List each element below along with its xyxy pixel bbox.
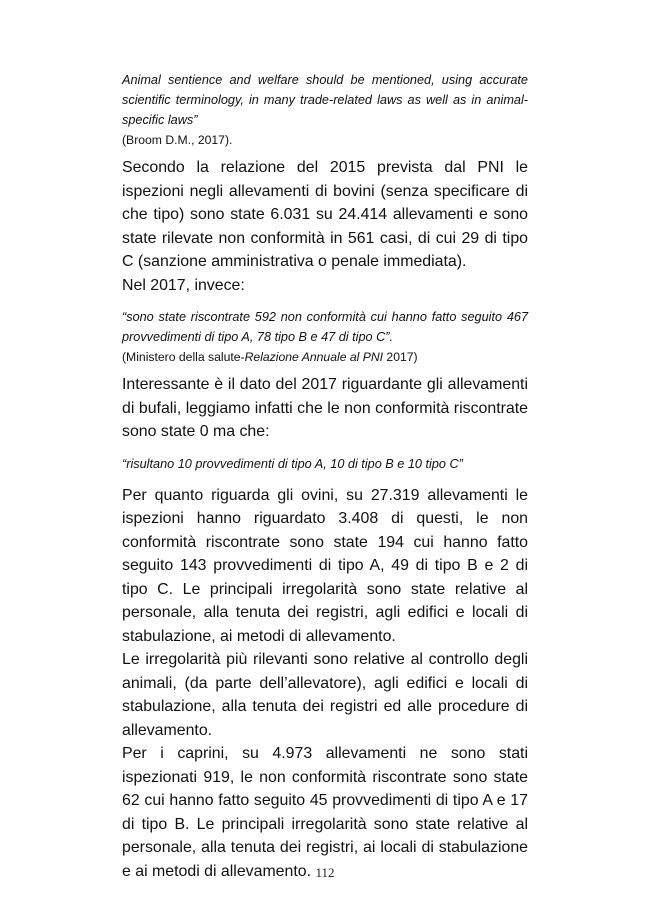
page-number: 112 (315, 865, 335, 880)
page-content (122, 70, 528, 883)
paragraph-bovini-2015: Secondo la relazione del 2015 prevista dal PNI le ispezioni negli allevamenti di bovini (senza specificare di che tipo) sono state 6.031 su 24.414 allevamenti e sono state rilevate non conformità in 561 casi, di cui 29 di tipo C (sanzione amministrativa o penale immediata). (122, 159, 528, 270)
paragraph-caprini: Per i caprini, su 4.973 allevamenti ne sono stati ispezionati 919, le non conformità riscontrate sono state 62 cui hanno fatto seguito 45 provvedimenti di tipo A e 17 di tipo B. Le principali irregolarità sono state relative al personale, alla tenuta dei registri, ai locali di stabulazione e ai metodi di allevamento. (122, 745, 528, 880)
citation-ministero-title: Relazione Annuale al PNI (244, 350, 384, 364)
citation-broom: (Broom D.M., 2017). (122, 133, 233, 147)
citation-ministero-prefix: (Ministero della salute- (122, 350, 245, 364)
citation-ministero (122, 347, 528, 367)
paragraph-nel-2017: Nel 2017, invece: (122, 276, 245, 294)
paragraph-ovini: Per quanto riguarda gli ovini, su 27.319 allevamenti le ispezioni hanno riguardato 3.408 di questi, le non conformità riscontrate sono state 194 cui hanno fatto seguito 143 provvedimenti di tipo A, 49 di tipo B e 2 di tipo C. Le principali irregolarità sono state relative al personale, alla tenuta dei registri, agli edifici e locali di stabulazione, ai metodi di allevamento. (122, 486, 528, 645)
paragraph-irregolarita: Le irregolarità più rilevanti sono relative al controllo degli animali, (da parte dell’allevatore), agli edifici e locali di stabulazione, alla tenuta dei registri ed alle procedure di allevamento. (122, 651, 528, 739)
citation-ministero-suffix: 2017) (383, 350, 418, 364)
quote-provvedimenti-bufali: “risultano 10 provvedimenti di tipo A, 10 di tipo B e 10 tipo C” (122, 456, 463, 471)
quote-non-conformita-2017: “sono state riscontrate 592 non conformità cui hanno fatto seguito 467 provvedimenti di tipo A, 78 tipo B e 47 di tipo C”. (122, 310, 528, 344)
quote-animal-sentience: Animal sentience and welfare should be mentioned, using accurate scientific terminology, in many trade-related laws as well as in animal-specific laws” (122, 73, 528, 127)
paragraph-bufali: Interessante è il dato del 2017 riguardante gli allevamenti di bufali, leggiamo infatti che le non conformità riscontrate sono state 0 ma che: (122, 376, 528, 440)
